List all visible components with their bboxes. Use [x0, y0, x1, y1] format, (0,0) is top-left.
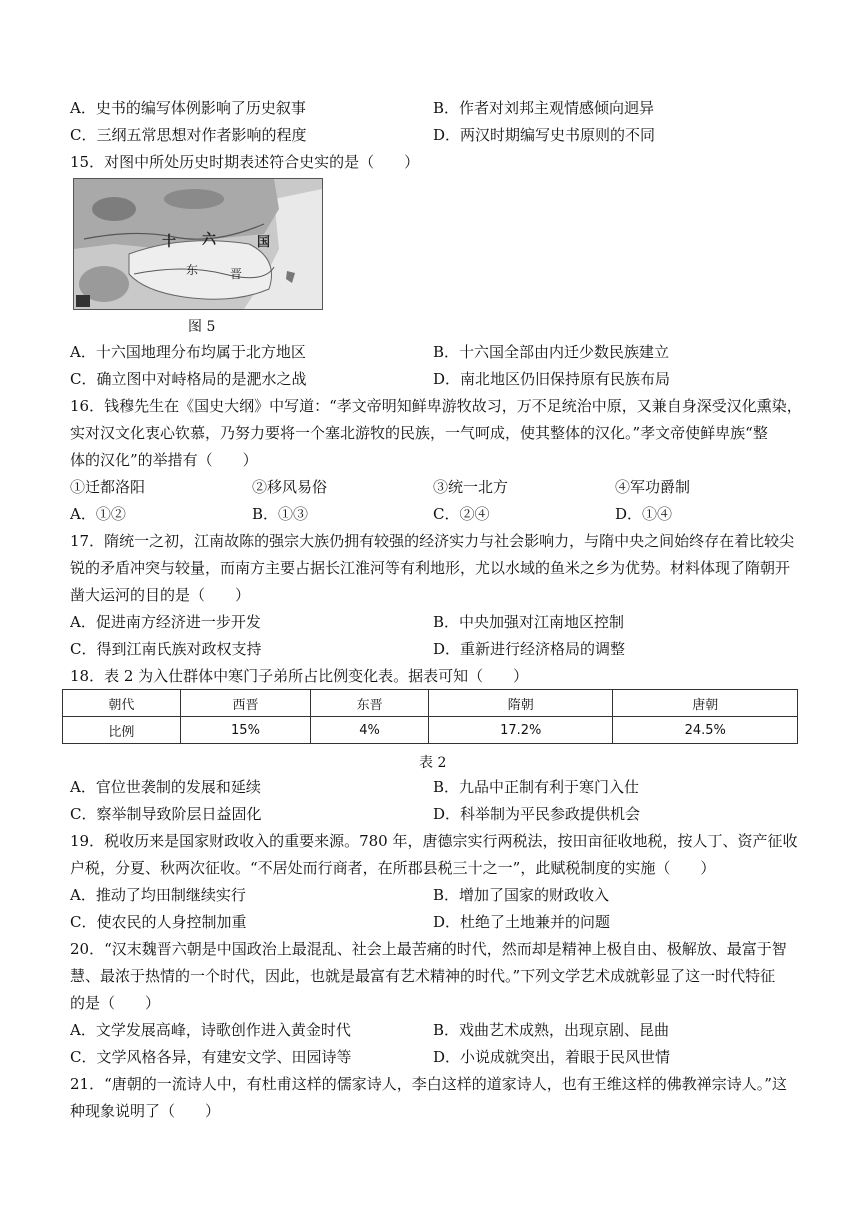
- q18-option-d: D．科举制为平民参政提供机会: [433, 805, 641, 823]
- q20-option-a: A．文学发展高峰，诗歌创作进入黄金时代: [70, 1021, 351, 1039]
- map-label-5: 晋: [230, 267, 243, 281]
- q18-option-b: B．九品中正制有利于寒门入仕: [433, 778, 640, 796]
- map-label-1: 十: [162, 234, 176, 250]
- map-figure: [73, 178, 323, 310]
- q17-line-2: 锐的矛盾冲突与较量，而南方主要占据长江淮河等有利地形，尤以水域的鱼米之乡为优势。材料体现了隋朝开: [70, 559, 791, 577]
- q19-line-1: 19．税收历来是国家财政收入的重要来源。780 年，唐德宗实行两税法，按田亩征收地税，按人丁、资产征收: [70, 832, 798, 850]
- q21-line-2: 种现象说明了（ ）: [70, 1102, 221, 1120]
- q15-option-b: B．十六国全部由内迁少数民族建立: [433, 343, 670, 361]
- figure-caption: 图 5: [188, 319, 216, 335]
- table-header-cell: 西晋: [180, 690, 310, 717]
- table-cell: 比例: [63, 717, 181, 744]
- q14-option-d: D．两汉时期编写史书原则的不同: [433, 126, 656, 144]
- q19-option-c: C．使农民的人身控制加重: [70, 913, 247, 931]
- q16-item-3: ③统一北方: [433, 478, 509, 496]
- map-image: [74, 179, 322, 309]
- map-label-4: 东: [186, 263, 199, 277]
- q16-item-1: ①迁都洛阳: [70, 478, 146, 496]
- q17-line-3: 凿大运河的目的是（ ）: [70, 586, 251, 604]
- q17-option-c: C．得到江南氏族对政权支持: [70, 640, 262, 658]
- table-header-cell: 隋朝: [428, 690, 612, 717]
- q15-option-d: D．南北地区仍旧保持原有民族布局: [433, 370, 671, 388]
- q17-option-d: D．重新进行经济格局的调整: [433, 640, 626, 658]
- table-header-cell: 唐朝: [613, 690, 798, 717]
- q16-option-d: D．①④: [615, 505, 673, 523]
- q17-option-a: A．促进南方经济进一步开发: [70, 613, 261, 631]
- map-label-2: 六: [202, 232, 216, 248]
- table-row: [63, 717, 798, 744]
- q14-option-b: B．作者对刘邦主观情感倾向迥异: [433, 99, 655, 117]
- q20-line-2: 慧、最浓于热情的一个时代，因此，也就是最富有艺术精神的时代。”下列文学艺术成就彰显了这一时代特征: [70, 967, 776, 985]
- map-label-3: 国: [257, 235, 271, 250]
- q15-stem: 15．对图中所处历史时期表述符合史实的是（ ）: [70, 153, 420, 171]
- q16-item-2: ②移风易俗: [252, 478, 328, 496]
- q20-option-c: C．文学风格各异，有建安文学、田园诗等: [70, 1048, 352, 1066]
- table-cell: 24.5%: [613, 717, 798, 744]
- q19-option-a: A．推动了均田制继续实行: [70, 886, 246, 904]
- table-cell: 4%: [311, 717, 429, 744]
- q18-option-a: A．官位世袭制的发展和延续: [70, 778, 261, 796]
- q19-option-b: B．增加了国家的财政收入: [433, 886, 610, 904]
- q21-line-1: 21．“唐朝的一流诗人中，有杜甫这样的儒家诗人，李白这样的道家诗人，也有王维这样的佛教禅宗诗人。”这: [70, 1075, 787, 1093]
- q19-line-2: 户税，分夏、秋两次征收。“不居处而行商者，在所郡县税三十之一”，此赋税制度的实施（ ）: [70, 859, 716, 877]
- q19-option-d: D．杜绝了土地兼并的问题: [433, 913, 611, 931]
- q18-option-c: C．察举制导致阶层日益固化: [70, 805, 262, 823]
- data-table: [62, 689, 798, 744]
- q16-line-1: 16．钱穆先生在《国史大纲》中写道：“孝文帝明知鲜卑游牧故习，万不足统治中原，又兼自身深受汉化熏染，: [70, 397, 802, 415]
- q18-stem: 18．表 2 为入仕群体中寒门子弟所占比例变化表。据表可知（ ）: [70, 667, 529, 685]
- q20-line-3: 的是（ ）: [70, 994, 161, 1012]
- q16-option-c: C．②④: [433, 505, 490, 523]
- table-cell: 17.2%: [428, 717, 612, 744]
- q16-option-b: B．①③: [252, 505, 309, 523]
- q16-line-2: 实对汉文化衷心钦慕，乃努力要将一个塞北游牧的民族，一气呵成，使其整体的汉化。”孝文帝使鲜卑族“整: [70, 424, 768, 442]
- q20-option-d: D．小说成就突出，着眼于民风世情: [433, 1048, 671, 1066]
- q16-line-3: 体的汉化”的举措有（ ）: [70, 451, 258, 469]
- q15-option-c: C．确立图中对峙格局的是淝水之战: [70, 370, 307, 388]
- table-header-row: [63, 690, 798, 717]
- table-header-cell: 东晋: [311, 690, 429, 717]
- table-caption: 表 2: [419, 755, 447, 771]
- table-header-cell: 朝代: [63, 690, 181, 717]
- q17-line-1: 17．隋统一之初，江南故陈的强宗大族仍拥有较强的经济实力与社会影响力，与隋中央之间始终存在着比较尖: [70, 532, 795, 550]
- q16-item-4: ④军功爵制: [615, 478, 691, 496]
- q17-option-b: B．中央加强对江南地区控制: [433, 613, 625, 631]
- q14-option-a: A．史书的编写体例影响了历史叙事: [70, 99, 306, 117]
- q15-option-a: A．十六国地理分布均属于北方地区: [70, 343, 306, 361]
- q16-option-a: A．①②: [70, 505, 126, 523]
- q14-option-c: C．三纲五常思想对作者影响的程度: [70, 126, 307, 144]
- table-cell: 15%: [180, 717, 310, 744]
- q20-option-b: B．戏曲艺术成熟，出现京剧、昆曲: [433, 1021, 670, 1039]
- q20-line-1: 20．“汉末魏晋六朝是中国政治上最混乱、社会上最苦痛的时代，然而却是精神上极自由、极解放、最富于智: [70, 940, 787, 958]
